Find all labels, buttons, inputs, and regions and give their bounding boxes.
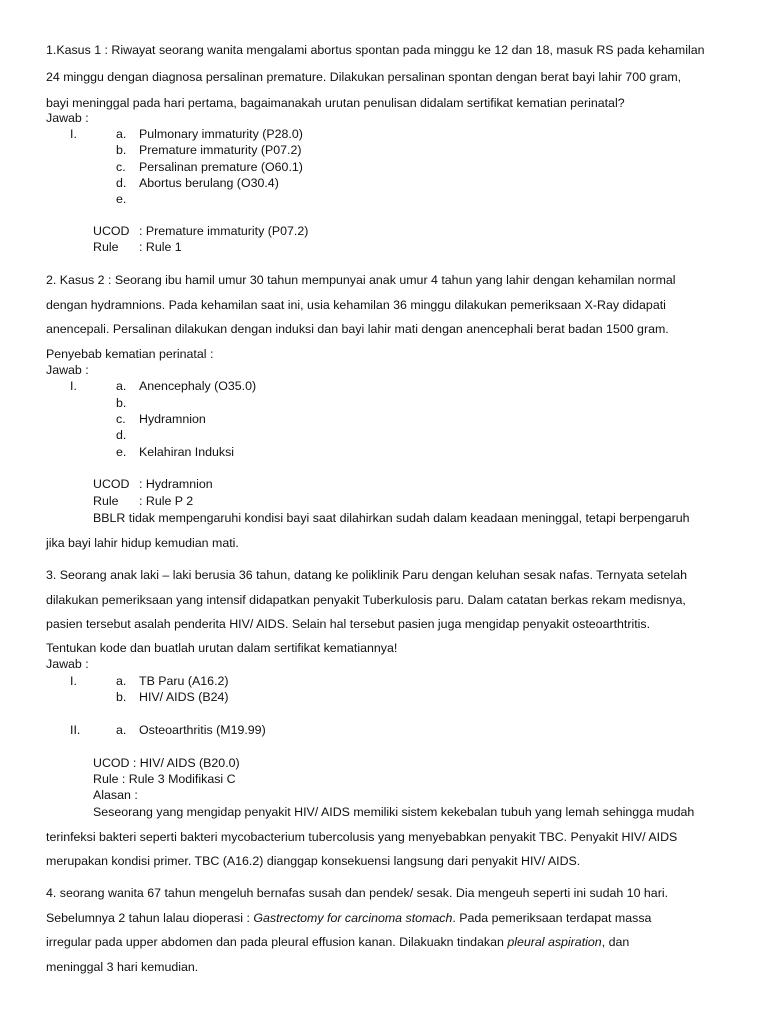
kasus3-jawab-label: Jawab : <box>46 657 89 671</box>
kasus1-item-letter: e. <box>116 192 127 206</box>
kasus3-note-line-3: merupakan kondisi primer. TBC (A16.2) dianggap konsekuensi langsung dari penyakit HIV/ AIDS. <box>46 854 581 868</box>
kasus1-roman-numeral: I. <box>70 127 77 141</box>
kasus3-ucod: UCOD : HIV/ AIDS (B20.0) <box>93 756 240 770</box>
kasus1-item-text: Persalinan premature (O60.1) <box>139 160 303 174</box>
kasus4-question-line-3 <box>46 935 629 950</box>
kasus2-question-line-1: 2. Kasus 2 : Seorang ibu hamil umur 30 tahun mempunyai anak umur 4 tahun yang lahir dengan kehamilan normal <box>46 273 676 287</box>
kasus3-item-letter: a. <box>116 723 127 737</box>
kasus2-roman-numeral: I. <box>70 379 77 393</box>
kasus2-question-line-3: anencepali. Persalinan dilakukan dengan induksi dan bayi lahir mati dengan anencephali berat badan 1500 gram. <box>46 322 669 336</box>
kasus1-ucod-label: UCOD <box>93 224 130 238</box>
kasus2-item-text: Kelahiran Induksi <box>139 445 235 459</box>
kasus1-question-line-1: 1.Kasus 1 : Riwayat seorang wanita mengalami abortus spontan pada minggu ke 12 dan 18, masuk RS pada kehamilan <box>46 43 705 57</box>
kasus2-question-line-4: Penyebab kematian perinatal : <box>46 347 214 361</box>
kasus4-line-3-text-end: , dan <box>601 935 630 949</box>
kasus1-question-line-3: bayi meninggal pada hari pertama, bagaimanakah urutan penulisan didalam sertifikat kematian perinatal? <box>46 96 625 110</box>
kasus3-note-line-2: terinfeksi bakteri seperti bakteri mycobacterium tubercolusis yang menyebabkan penyakit TBC. Penyakit HIV/ AIDS <box>46 830 678 844</box>
kasus3-question-line-2: dilakukan pemeriksaan yang intensif didapatkan penyakit Tuberkulosis paru. Dalam catatan berkas rekam medisnya, <box>46 593 686 607</box>
kasus1-question-line-2: 24 minggu dengan diagnosa persalinan premature. Dilakukan persalinan spontan dengan berat bayi lahir 700 gram, <box>46 70 682 84</box>
kasus3-item-letter: b. <box>116 690 127 704</box>
kasus2-item-letter: b. <box>116 396 127 410</box>
kasus3-item-letter: a. <box>116 674 127 688</box>
kasus1-jawab-label: Jawab : <box>46 111 89 125</box>
kasus3-question-line-4: Tentukan kode dan buatlah urutan dalam sertifikat kematiannya! <box>46 641 398 655</box>
kasus4-question-line-2 <box>46 911 651 926</box>
kasus2-item-letter: a. <box>116 379 127 393</box>
kasus2-ucod-value: : Hydramnion <box>139 477 213 491</box>
kasus3-item-text: Osteoarthritis (M19.99) <box>139 723 266 737</box>
kasus4-line-3-text: irregular pada upper abdomen dan pada pleural effusion kanan. Dilakuakn tindakan <box>46 935 508 949</box>
kasus1-item-letter: d. <box>116 176 127 190</box>
kasus4-question-line-1: 4. seorang wanita 67 tahun mengeluh bernafas susah dan pendek/ sesak. Dia mengeuh seperti ini sudah 10 hari. <box>46 886 669 900</box>
kasus4-surgery-italic: Gastrectomy for carcinoma stomach <box>253 911 453 925</box>
kasus1-item-letter: c. <box>116 160 126 174</box>
kasus3-roman-numeral-2: II. <box>70 723 81 737</box>
kasus3-rule: Rule : Rule 3 Modifikasi C <box>93 772 236 786</box>
kasus1-item-text: Pulmonary immaturity (P28.0) <box>139 127 303 141</box>
kasus3-item-text: HIV/ AIDS (B24) <box>139 690 229 704</box>
kasus2-item-letter: e. <box>116 445 127 459</box>
kasus2-item-text: Hydramnion <box>139 412 206 426</box>
kasus3-roman-numeral-1: I. <box>70 674 77 688</box>
kasus2-note-line-1: BBLR tidak mempengaruhi kondisi bayi saat dilahirkan sudah dalam keadaan meninggal, tetapi berpengaruh <box>93 511 690 525</box>
kasus3-question-line-1: 3. Seorang anak laki – laki berusia 36 tahun, datang ke poliklinik Paru dengan keluhan sesak nafas. Ternyata setelah <box>46 568 688 582</box>
kasus1-item-letter: b. <box>116 143 127 157</box>
kasus2-rule-label: Rule <box>93 494 119 508</box>
kasus1-ucod-value: : Premature immaturity (P07.2) <box>139 224 309 238</box>
kasus2-item-letter: c. <box>116 412 126 426</box>
kasus3-note-line-1: Seseorang yang mengidap penyakit HIV/ AIDS memiliki sistem kekebalan tubuh yang lemah sehingga mudah <box>93 805 695 819</box>
kasus2-question-line-2: dengan hydramnions. Pada kehamilan saat ini, usia kehamilan 36 minggu dilakukan pemeriksaan X-Ray didapati <box>46 298 666 312</box>
kasus1-item-letter: a. <box>116 127 127 141</box>
kasus4-procedure-italic: pleural aspiration <box>507 935 602 949</box>
kasus2-jawab-label: Jawab : <box>46 363 89 377</box>
kasus4-line-2-text-end: . Pada pemeriksaan terdapat massa <box>452 911 652 925</box>
kasus3-item-text: TB Paru (A16.2) <box>139 674 229 688</box>
kasus1-item-text: Abortus berulang (O30.4) <box>139 176 279 190</box>
kasus2-item-letter: d. <box>116 428 127 442</box>
kasus1-rule-label: Rule <box>93 240 119 254</box>
kasus3-question-line-3: pasien tersebut asalah penderita HIV/ AIDS. Selain hal tersebut pasien juga mengidap penyakit osteoarthtritis. <box>46 617 651 631</box>
kasus3-alasan-label: Alasan : <box>93 788 138 802</box>
kasus1-item-text: Premature immaturity (P07.2) <box>139 143 302 157</box>
kasus2-note-line-2: jika bayi lahir hidup kemudian mati. <box>46 536 239 550</box>
kasus4-line-2-text: Sebelumnya 2 tahun lalau dioperasi : <box>46 911 254 925</box>
kasus1-rule-value: : Rule 1 <box>139 240 182 254</box>
kasus2-ucod-label: UCOD <box>93 477 130 491</box>
kasus2-item-text: Anencephaly (O35.0) <box>139 379 257 393</box>
kasus4-question-line-4: meninggal 3 hari kemudian. <box>46 960 199 974</box>
kasus2-rule-value: : Rule P 2 <box>139 494 194 508</box>
